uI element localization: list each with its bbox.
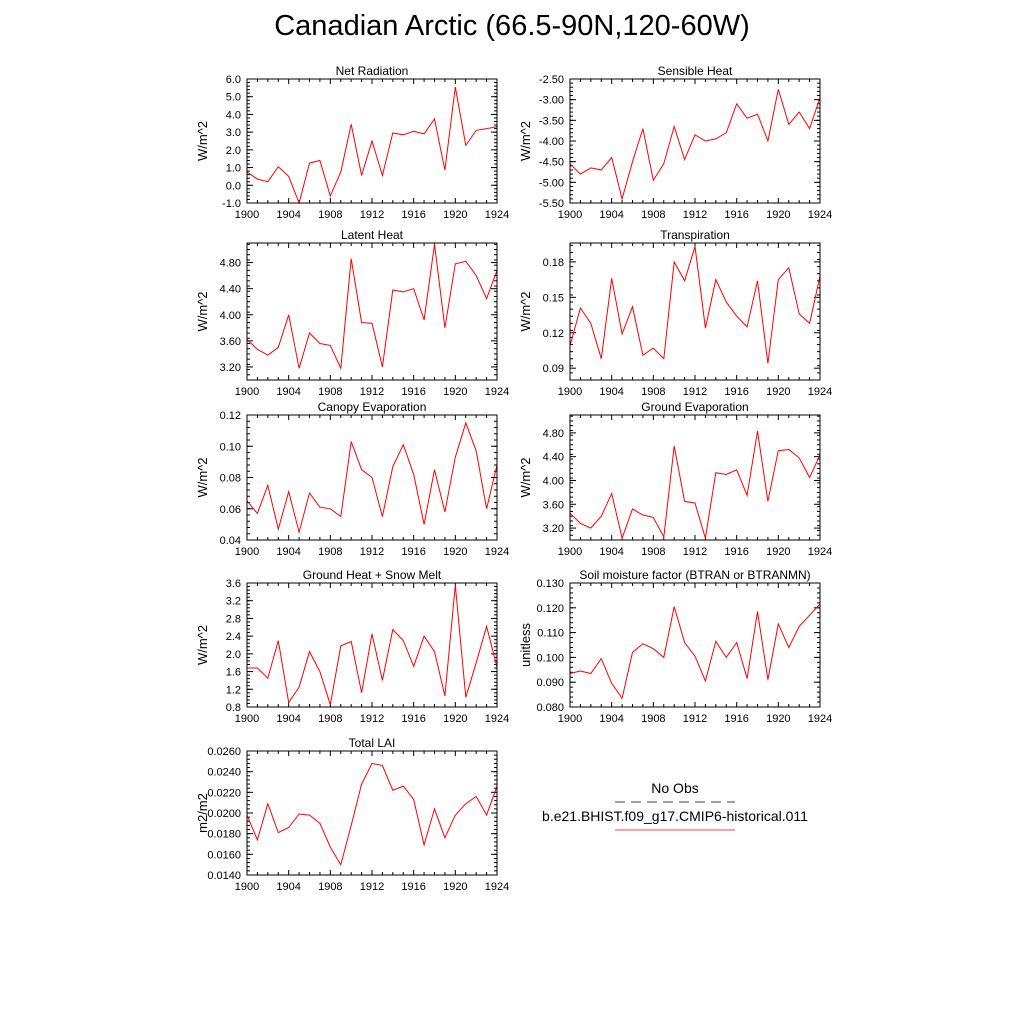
plot-frame xyxy=(570,415,820,540)
legend-label-obs: No Obs xyxy=(651,780,699,796)
chart-panel xyxy=(195,64,509,221)
chart-title: Ground Evaporation xyxy=(641,400,749,414)
x-tick-label: 1916 xyxy=(401,881,426,893)
x-tick-label: 1908 xyxy=(318,386,343,398)
x-tick-label: 1904 xyxy=(599,713,624,725)
y-tick-label: 6.0 xyxy=(225,74,241,86)
y-tick-label: 4.80 xyxy=(542,427,564,440)
chart-title: Latent Heat xyxy=(340,228,404,242)
y-axis-label: W/m^2 xyxy=(195,624,210,666)
chart-panel xyxy=(195,736,509,893)
series-line xyxy=(247,244,497,368)
x-tick-label: 1924 xyxy=(484,546,510,558)
y-tick-label: 2.0 xyxy=(225,648,241,661)
x-tick-label: 1908 xyxy=(318,209,343,221)
series-line xyxy=(247,763,497,864)
x-tick-label: 1904 xyxy=(276,386,301,398)
x-tick-label: 1924 xyxy=(807,386,833,398)
y-tick-label: 3.6 xyxy=(225,578,241,590)
chart-panel xyxy=(195,400,509,558)
chart-title: Net Radiation xyxy=(335,64,409,78)
y-tick-label: -4.50 xyxy=(538,156,564,169)
y-tick-label: 1.6 xyxy=(225,666,241,679)
x-tick-label: 1904 xyxy=(276,713,301,725)
y-axis-label: W/m^2 xyxy=(518,120,533,162)
y-tick-label: 0.130 xyxy=(536,578,564,590)
y-tick-label: -4.00 xyxy=(538,136,564,148)
y-tick-label: 0.0200 xyxy=(207,808,241,820)
x-tick-label: 1900 xyxy=(234,386,260,398)
x-tick-label: 1920 xyxy=(443,546,468,558)
y-tick-label: 5.0 xyxy=(225,91,241,104)
x-tick-label: 1920 xyxy=(443,881,468,893)
y-tick-label: -5.00 xyxy=(538,177,564,190)
x-tick-label: 1900 xyxy=(557,209,583,221)
plot-frame xyxy=(570,583,820,707)
y-tick-label: -3.00 xyxy=(538,94,564,107)
x-tick-label: 1916 xyxy=(724,546,749,558)
chart-title: Transpiration xyxy=(660,228,730,242)
x-tick-label: 1912 xyxy=(682,546,708,558)
y-axis-label: m2/m2 xyxy=(195,793,210,833)
y-tick-label: 0.12 xyxy=(219,410,241,422)
series-line xyxy=(247,423,497,532)
y-tick-label: 3.20 xyxy=(219,361,241,374)
y-axis-label: W/m^2 xyxy=(195,457,210,498)
plot-frame xyxy=(247,751,497,875)
x-tick-label: 1912 xyxy=(682,209,708,221)
chart-title: Total LAI xyxy=(348,736,396,750)
x-tick-label: 1924 xyxy=(484,881,510,893)
y-tick-label: 4.40 xyxy=(542,451,564,464)
y-tick-label: 3.60 xyxy=(219,335,241,348)
y-tick-label: -1.0 xyxy=(222,198,241,210)
y-tick-label: 3.0 xyxy=(225,127,241,140)
x-tick-label: 1908 xyxy=(641,713,666,725)
x-tick-label: 1904 xyxy=(276,881,301,893)
chart-panel xyxy=(518,400,832,558)
x-tick-label: 1900 xyxy=(234,881,260,893)
y-tick-label: 0.0140 xyxy=(207,870,241,882)
x-tick-label: 1920 xyxy=(766,386,791,398)
y-tick-label: 1.2 xyxy=(225,684,241,697)
y-tick-label: 0.110 xyxy=(537,627,564,640)
x-tick-label: 1924 xyxy=(807,546,833,558)
x-tick-label: 1920 xyxy=(766,713,791,725)
y-tick-label: 0.04 xyxy=(219,535,241,547)
x-tick-label: 1924 xyxy=(484,209,510,221)
y-tick-label: 4.00 xyxy=(542,475,564,488)
x-tick-label: 1908 xyxy=(641,546,666,558)
x-tick-label: 1904 xyxy=(276,546,301,558)
y-axis-label: unitless xyxy=(518,622,533,668)
x-tick-label: 1924 xyxy=(807,713,833,725)
x-tick-label: 1916 xyxy=(401,209,426,221)
y-tick-label: 0.0180 xyxy=(207,828,241,841)
y-tick-label: 3.20 xyxy=(542,523,564,536)
y-tick-label: -5.50 xyxy=(538,198,564,210)
y-tick-label: 2.4 xyxy=(225,631,241,644)
y-axis-label: W/m^2 xyxy=(195,291,210,332)
x-tick-label: 1900 xyxy=(234,546,260,558)
x-tick-label: 1924 xyxy=(807,209,833,221)
y-tick-label: 3.2 xyxy=(225,595,241,608)
x-tick-label: 1900 xyxy=(234,713,260,725)
plot-frame xyxy=(247,583,497,707)
y-axis-label: W/m^2 xyxy=(518,457,533,498)
x-tick-label: 1912 xyxy=(682,386,708,398)
x-tick-label: 1912 xyxy=(359,546,385,558)
chart-panel xyxy=(518,228,832,398)
y-axis-label: W/m^2 xyxy=(195,120,210,162)
y-tick-label: 0.080 xyxy=(536,702,564,714)
x-tick-label: 1916 xyxy=(401,546,426,558)
x-tick-label: 1900 xyxy=(557,546,583,558)
plot-frame xyxy=(570,79,820,203)
y-tick-label: 0.0 xyxy=(225,180,241,193)
y-tick-label: 4.80 xyxy=(219,257,241,270)
y-tick-label: 0.09 xyxy=(542,363,564,376)
x-tick-label: 1904 xyxy=(599,546,624,558)
x-tick-label: 1916 xyxy=(401,386,426,398)
y-tick-label: 2.8 xyxy=(225,613,241,626)
series-line xyxy=(570,604,820,698)
series-line xyxy=(247,585,497,705)
plot-frame xyxy=(247,243,497,380)
y-tick-label: 0.0240 xyxy=(207,766,241,779)
x-tick-label: 1916 xyxy=(724,713,749,725)
series-line xyxy=(570,431,820,538)
x-tick-label: 1904 xyxy=(599,386,624,398)
chart-panel xyxy=(195,568,509,725)
y-tick-label: 0.12 xyxy=(542,327,564,340)
x-tick-label: 1908 xyxy=(641,386,666,398)
y-tick-label: 4.40 xyxy=(219,283,241,296)
chart-panel xyxy=(518,64,832,221)
x-tick-label: 1920 xyxy=(443,209,468,221)
series-line xyxy=(247,87,497,203)
y-tick-label: 1.0 xyxy=(225,162,241,175)
y-axis-label: W/m^2 xyxy=(518,291,533,332)
x-tick-label: 1908 xyxy=(318,713,343,725)
x-tick-label: 1912 xyxy=(359,881,385,893)
y-tick-label: 0.120 xyxy=(536,602,564,615)
y-tick-label: 0.090 xyxy=(536,677,564,690)
y-tick-label: -2.50 xyxy=(538,74,564,86)
chart-title: Soil moisture factor (BTRAN or BTRANMN) xyxy=(579,568,811,582)
x-tick-label: 1916 xyxy=(724,386,749,398)
y-tick-label: 0.10 xyxy=(219,441,241,454)
x-tick-label: 1912 xyxy=(359,713,385,725)
x-tick-label: 1900 xyxy=(557,386,583,398)
chart-panel xyxy=(518,568,832,725)
x-tick-label: 1900 xyxy=(557,713,583,725)
x-tick-label: 1920 xyxy=(443,713,468,725)
x-tick-label: 1924 xyxy=(484,713,510,725)
x-tick-label: 1912 xyxy=(359,209,385,221)
y-tick-label: -3.50 xyxy=(538,115,564,128)
y-tick-label: 0.15 xyxy=(542,292,564,305)
y-tick-label: 2.0 xyxy=(225,144,241,157)
x-tick-label: 1916 xyxy=(724,209,749,221)
x-tick-label: 1908 xyxy=(318,546,343,558)
x-tick-label: 1912 xyxy=(682,713,708,725)
x-tick-label: 1924 xyxy=(484,386,510,398)
page-title: Canadian Arctic (66.5-90N,120-60W) xyxy=(274,10,750,42)
y-tick-label: 0.18 xyxy=(542,256,564,269)
x-tick-label: 1908 xyxy=(318,881,343,893)
chart-title: Canopy Evaporation xyxy=(317,400,427,414)
y-tick-label: 4.0 xyxy=(225,109,241,122)
series-line xyxy=(570,247,820,364)
x-tick-label: 1908 xyxy=(641,209,666,221)
legend-label-model: b.e21.BHIST.f09_g17.CMIP6-historical.011 xyxy=(542,808,808,824)
x-tick-label: 1904 xyxy=(276,209,301,221)
chart-title: Sensible Heat xyxy=(657,64,733,78)
y-tick-label: 0.8 xyxy=(225,702,241,714)
y-tick-label: 0.0160 xyxy=(207,849,241,862)
chart-title: Ground Heat + Snow Melt xyxy=(302,568,442,582)
x-tick-label: 1920 xyxy=(766,209,791,221)
y-tick-label: 0.0260 xyxy=(207,746,241,758)
x-tick-label: 1920 xyxy=(443,386,468,398)
y-tick-label: 0.06 xyxy=(219,503,241,516)
y-tick-label: 3.60 xyxy=(542,499,564,512)
y-tick-label: 0.0220 xyxy=(207,787,241,800)
x-tick-label: 1912 xyxy=(359,386,385,398)
x-tick-label: 1904 xyxy=(599,209,624,221)
y-tick-label: 0.08 xyxy=(219,472,241,485)
series-line xyxy=(570,89,820,199)
y-tick-label: 4.00 xyxy=(219,309,241,322)
x-tick-label: 1916 xyxy=(401,713,426,725)
x-tick-label: 1920 xyxy=(766,546,791,558)
chart-panel xyxy=(195,228,509,398)
y-tick-label: 0.100 xyxy=(536,652,564,665)
x-tick-label: 1900 xyxy=(234,209,260,221)
